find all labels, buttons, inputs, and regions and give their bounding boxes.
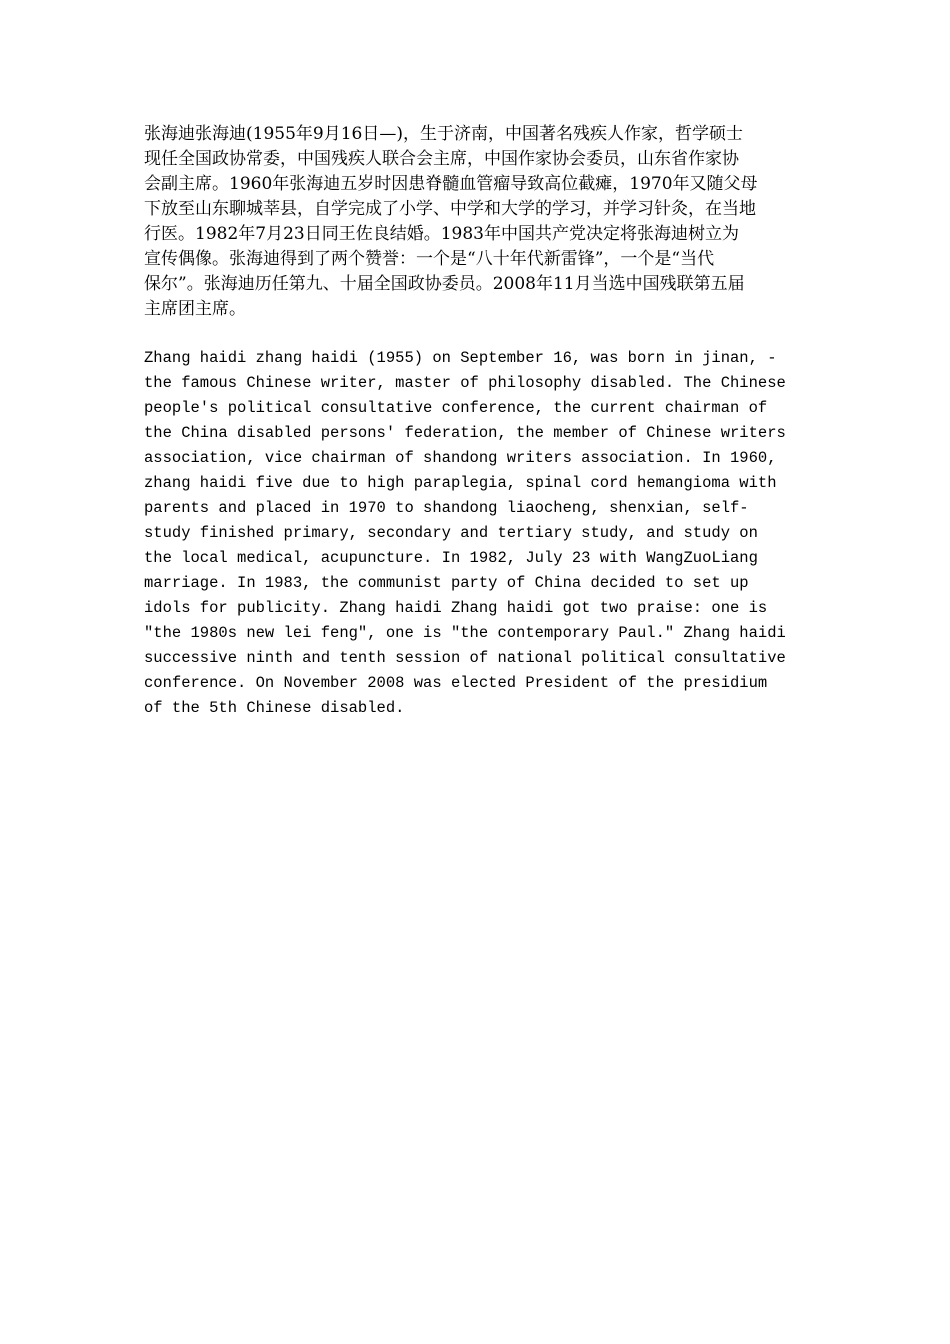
chinese-paragraph: 张海迪张海迪(1955年9月16日—)，生于济南，中国著名残疾人作家，哲学硕士 现任全国政协常委，中国残疾人联合会主席，中国作家协会委员，山东省作家协 会副主席。1960年张海迪五岁时因患脊髓血管瘤导致高位截瘫，1970年又随父母 下放至山东聊城莘县，自学完成了小学、中学和大学的学习，并学习针灸，在当地 行医。1982年7月23日同王佐良结婚。1983年中国共产党决定将张海迪树立为 宣传偶像。张海迪得到了两个赞誉：一个是“八十年代新雷锋”，一个是“当代 保尔”。张海迪历任第九、十届全国政协委员。2008年11月当选中国残联第五届 主席团主席。 <box>144 124 758 319</box>
english-paragraph: Zhang haidi zhang haidi (1955) on September 16, was born in jinan, - the famous Chinese writer, master of philosophy disabled. The Chinese people's political consultative conference, the current chairman of the China disabled persons' federation, the member of Chinese writers association, vice chairman of shandong writers association. In 1960, zhang haidi five due to high paraplegia, spinal cord hemangioma with parents and placed in 1970 to shandong liaocheng, shenxian, self- study finished primary, secondary and tertiary study, and study on the local medical, acupuncture. In 1982, July 23 with WangZuoLiang marriage. In 1983, the communist party of China decided to set up idols for publicity. Zhang haidi Zhang haidi got two praise: one is "the 1980s new lei feng", one is "the contemporary Paul." Zhang haidi successive ninth and tenth session of national political consultative conference. On November 2008 was elected President of the presidium of the 5th Chinese disabled. <box>144 349 786 717</box>
document-body <box>144 122 808 721</box>
